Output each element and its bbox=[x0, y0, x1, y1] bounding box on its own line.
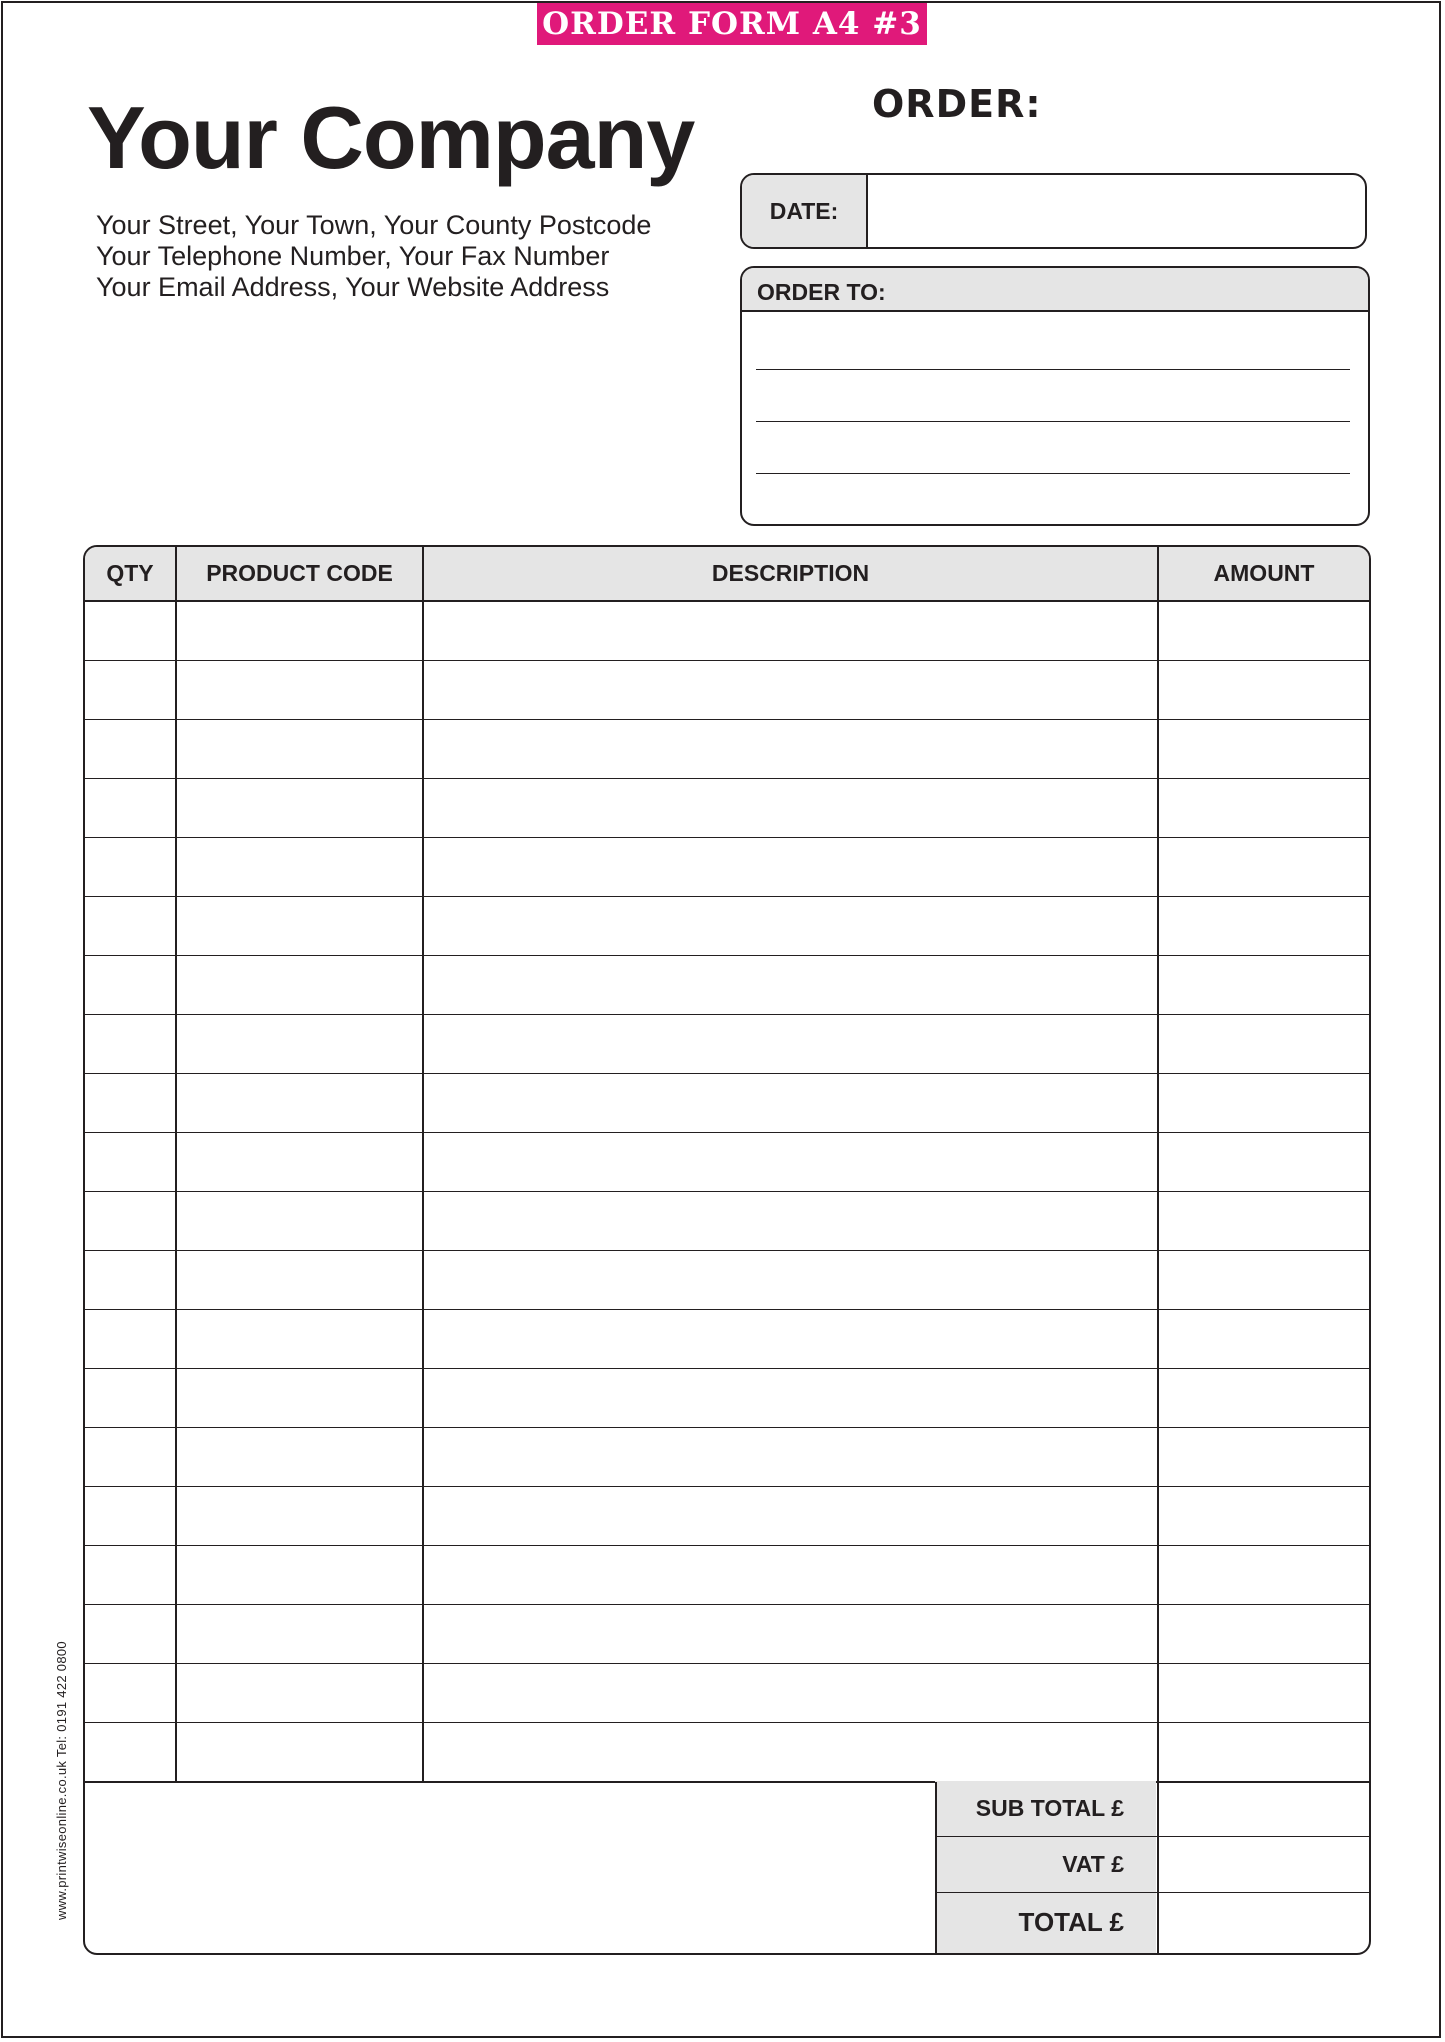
table-row[interactable] bbox=[85, 956, 1369, 1015]
vat-value[interactable] bbox=[1159, 1838, 1369, 1892]
date-box bbox=[740, 173, 1367, 249]
address-line-phone: Your Telephone Number, Your Fax Number bbox=[96, 241, 610, 271]
order-to-line-3[interactable] bbox=[756, 473, 1350, 474]
table-row[interactable] bbox=[85, 1487, 1369, 1546]
header-amount: AMOUNT bbox=[1213, 560, 1315, 586]
table-row[interactable] bbox=[85, 1133, 1369, 1192]
subtotal-value[interactable] bbox=[1159, 1783, 1369, 1836]
order-title: ORDER: bbox=[872, 82, 1042, 126]
table-row[interactable] bbox=[85, 1664, 1369, 1723]
table-row[interactable] bbox=[85, 1723, 1369, 1782]
vat-label: VAT £ bbox=[935, 1837, 1156, 1892]
table-header bbox=[85, 547, 1369, 602]
company-address bbox=[96, 210, 651, 303]
address-line-street: Your Street, Your Town, Your County Postcode bbox=[96, 210, 652, 240]
table-row[interactable] bbox=[85, 1015, 1369, 1074]
order-to-line-1[interactable] bbox=[756, 369, 1350, 370]
company-name: Your Company bbox=[87, 88, 695, 187]
column-divider bbox=[175, 547, 177, 1782]
header-description: DESCRIPTION bbox=[711, 560, 870, 586]
table-row[interactable] bbox=[85, 720, 1369, 779]
table-row[interactable] bbox=[85, 661, 1369, 720]
order-to-label: ORDER TO: bbox=[742, 268, 1368, 312]
printer-credit: www.printwiseonline.co.uk Tel: 0191 422 0800 bbox=[54, 1641, 69, 1920]
totals-divider bbox=[935, 1782, 937, 1953]
form-title-badge: ORDER FORM A4 #3 bbox=[537, 3, 927, 45]
date-label: DATE: bbox=[742, 175, 868, 247]
table-row[interactable] bbox=[85, 1605, 1369, 1664]
totals-row-line bbox=[935, 1892, 1369, 1893]
order-to-line-2[interactable] bbox=[756, 421, 1350, 422]
table-row[interactable] bbox=[85, 1310, 1369, 1369]
table-row[interactable] bbox=[85, 1192, 1369, 1251]
table-row[interactable] bbox=[85, 1546, 1369, 1605]
table-row[interactable] bbox=[85, 838, 1369, 897]
order-table bbox=[83, 545, 1371, 1955]
table-row[interactable] bbox=[85, 1428, 1369, 1487]
subtotal-label: SUB TOTAL £ bbox=[935, 1781, 1156, 1836]
table-row[interactable] bbox=[85, 779, 1369, 838]
table-row[interactable] bbox=[85, 1074, 1369, 1133]
total-label: TOTAL £ bbox=[935, 1893, 1156, 1953]
header-product-code: PRODUCT CODE bbox=[206, 560, 393, 586]
order-to-box bbox=[740, 266, 1370, 526]
date-field[interactable] bbox=[868, 175, 1365, 247]
address-line-email: Your Email Address, Your Website Address bbox=[96, 272, 610, 302]
column-divider bbox=[422, 547, 424, 1782]
table-row[interactable] bbox=[85, 1251, 1369, 1310]
table-row[interactable] bbox=[85, 602, 1369, 661]
table-row[interactable] bbox=[85, 897, 1369, 956]
totals-row-line bbox=[935, 1836, 1369, 1837]
column-divider bbox=[1157, 547, 1159, 1782]
header-qty: QTY bbox=[106, 560, 154, 586]
table-row[interactable] bbox=[85, 1369, 1369, 1428]
total-value[interactable] bbox=[1159, 1894, 1369, 1952]
